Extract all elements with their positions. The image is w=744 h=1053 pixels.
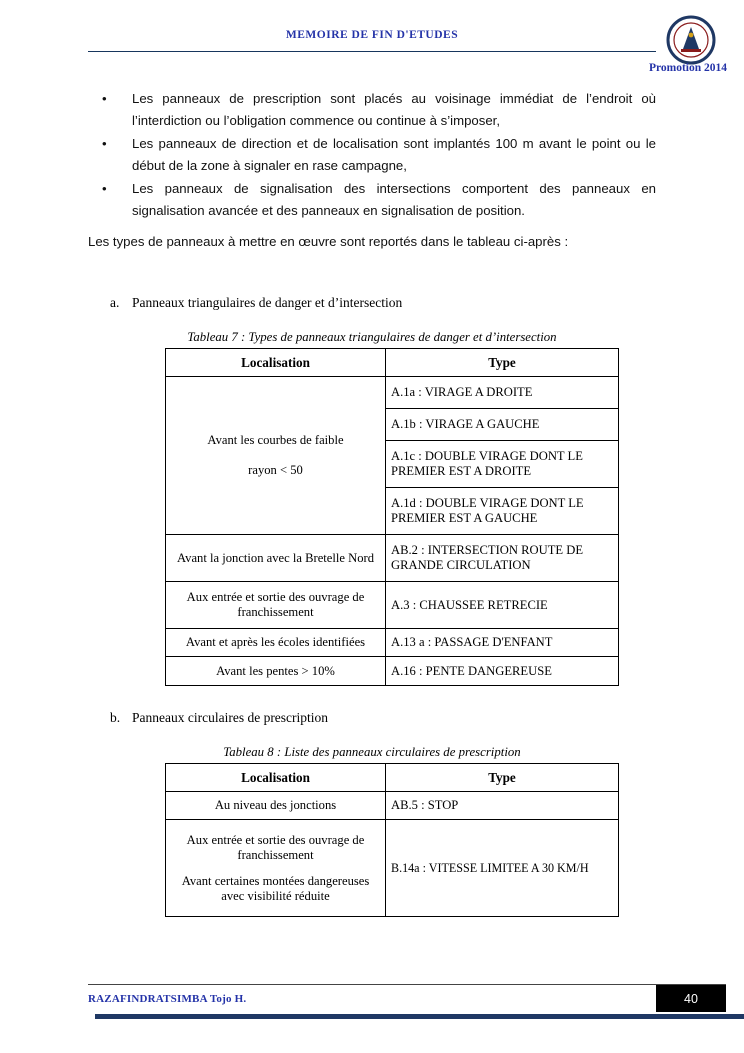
- table-row: [166, 582, 619, 629]
- bullet-icon: •: [102, 91, 107, 106]
- table-header-row: [166, 764, 619, 792]
- localisation-cell: Aux entrée et sortie des ouvrage de franchissement: [166, 582, 386, 629]
- type-cell: AB.5 : STOP: [386, 792, 619, 820]
- localisation-cell: Au niveau des jonctions: [166, 792, 386, 820]
- bullet-text: Les panneaux de direction et de localisation sont implantés 100 m avant le point ou le début de la zone à signaler en rase campagne,: [132, 136, 656, 173]
- localisation-cell-courbes: [166, 377, 386, 535]
- type-cell: A.1b : VIRAGE A GAUCHE: [386, 409, 619, 441]
- bullet-text: Les panneaux de signalisation des intersections comportent des panneaux en signalisation avancée et des panneaux en signalisation de position.: [132, 181, 656, 218]
- table8-caption: Tableau 8 : Liste des panneaux circulaires de prescription: [223, 745, 521, 759]
- table-header-row: [166, 349, 619, 377]
- document-title: MEMOIRE DE FIN D'ETUDES: [285, 29, 459, 41]
- column-header-type: Type: [386, 349, 619, 377]
- footer-divider: [88, 984, 726, 985]
- type-cell: A.1a : VIRAGE A DROITE: [386, 377, 619, 409]
- table8-panneaux-circulaires: [165, 763, 619, 917]
- table-row: [166, 535, 619, 582]
- crest-icon: [666, 15, 716, 65]
- intro-paragraph: Les types de panneaux à mettre en œuvre sont reportés dans le tableau ci-après :: [88, 234, 569, 249]
- table-row: [166, 820, 619, 917]
- table-row: [166, 657, 619, 686]
- localisation-paragraph-2: Avant certaines montées dangereuses avec visibilité réduite: [181, 873, 370, 903]
- localisation-line2: rayon < 50: [248, 463, 303, 477]
- bullet-list: [88, 88, 656, 223]
- table-row: [166, 629, 619, 657]
- list-item: [88, 133, 656, 176]
- type-cell: A.3 : CHAUSSEE RETRECIE: [386, 582, 619, 629]
- table7-caption: Tableau 7 : Types de panneaux triangulaires de danger et d’intersection: [187, 330, 557, 344]
- footer-author: RAZAFINDRATSIMBA Tojo H.: [88, 993, 247, 1005]
- page-number-badge: [656, 985, 726, 1012]
- localisation-cell: Avant la jonction avec la Bretelle Nord: [166, 535, 386, 582]
- table-row: [166, 792, 619, 820]
- list-item: [88, 178, 656, 221]
- column-header-type: Type: [386, 764, 619, 792]
- localisation-line1: Avant les courbes de faible: [207, 433, 344, 447]
- table7-panneaux-triangulaires: [165, 348, 619, 686]
- list-item: [88, 88, 656, 131]
- type-cell: AB.2 : INTERSECTION ROUTE DE GRANDE CIRCULATION: [386, 535, 619, 582]
- type-cell: A.1d : DOUBLE VIRAGE DONT LE PREMIER EST A GAUCHE: [386, 488, 619, 535]
- type-cell: A.13 a : PASSAGE D'ENFANT: [386, 629, 619, 657]
- section-a-title: Panneaux triangulaires de danger et d’intersection: [132, 295, 403, 310]
- localisation-paragraph-1: Aux entrée et sortie des ouvrage de franchissement: [186, 832, 365, 862]
- section-a-marker: a.: [110, 295, 120, 310]
- section-b-marker: b.: [110, 710, 121, 725]
- bullet-icon: •: [102, 181, 107, 196]
- bullet-text: Les panneaux de prescription sont placés au voisinage immédiat de l’endroit où l’interdiction ou l’obligation commence ou continue à s’imposer,: [132, 91, 656, 128]
- localisation-cell: Avant et après les écoles identifiées: [166, 629, 386, 657]
- school-crest-logo: [666, 15, 716, 65]
- table-row: [166, 377, 619, 409]
- column-header-localisation: Localisation: [166, 764, 386, 792]
- type-cell: A.16 : PENTE DANGEREUSE: [386, 657, 619, 686]
- page-number: 40: [684, 991, 698, 1006]
- type-cell: A.1c : DOUBLE VIRAGE DONT LE PREMIER EST A DROITE: [386, 441, 619, 488]
- promotion-label: Promotion 2014: [648, 62, 727, 74]
- section-b-heading: [110, 710, 328, 726]
- section-b-title: Panneaux circulaires de prescription: [132, 710, 329, 725]
- type-cell: B.14a : VITESSE LIMITEE A 30 KM/H: [386, 820, 619, 917]
- bullet-icon: •: [102, 136, 107, 151]
- localisation-cell: Avant les pentes > 10%: [166, 657, 386, 686]
- header-divider: [88, 51, 656, 52]
- localisation-cell: [166, 820, 386, 917]
- footer-bar: [95, 1014, 744, 1019]
- column-header-localisation: Localisation: [166, 349, 386, 377]
- section-a-heading: [110, 295, 402, 311]
